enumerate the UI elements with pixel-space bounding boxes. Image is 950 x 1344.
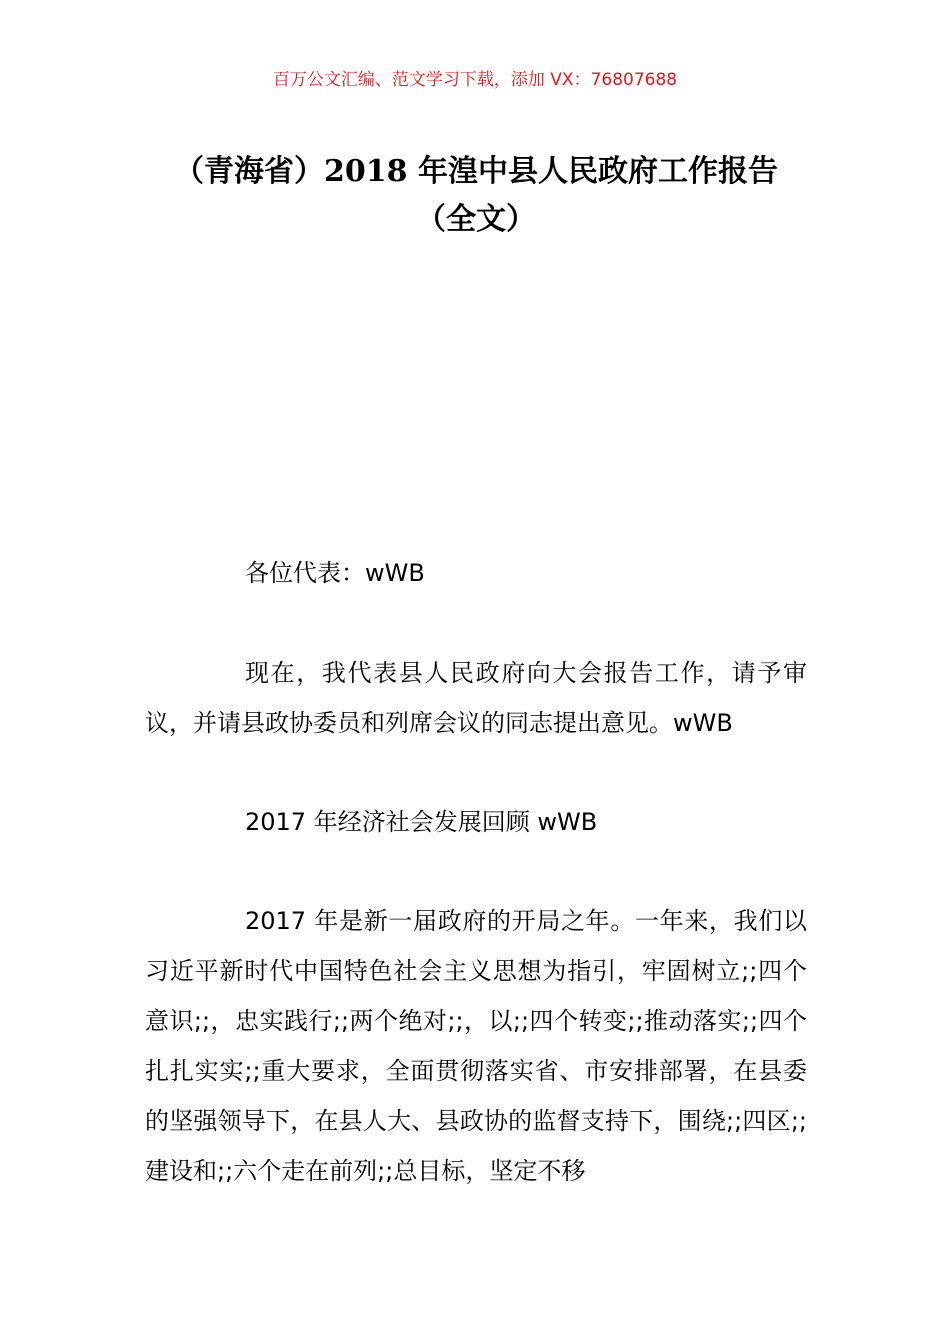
paragraph: 2017 年是新一届政府的开局之年。一年来，我们以习近平新时代中国特色社会主义思想为指引，牢固树立;;四个意识;;，忠实践行;;两个绝对;;，以;;四个转变;;推动落实;;四个扎扎实实;;重大要求，全面贯彻落实省、市安排部署，在县委的坚强领导下，在县人大、县政协的监督支持下，围绕;;四区;;建设和;;六个走在前列;;总目标，坚定不移	[145, 907, 807, 1185]
document-title: （青海省）2018 年湟中县人民政府工作报告（全文）	[174, 154, 778, 237]
header-watermark-note: 百万公文汇编、范文学习下载，添加 VX：76807688	[272, 70, 678, 90]
section-heading-review	[145, 797, 807, 847]
paragraph: 现在，我代表县人民政府向大会报告工作，请予审议，并请县政协委员和列席会议的同志提出意见。wWB	[145, 659, 807, 737]
paragraph-salutation	[145, 548, 807, 598]
paragraph-intro	[145, 648, 807, 748]
section-heading: 2017 年经济社会发展回顾 wWB	[245, 808, 598, 836]
paragraph: 各位代表：wWB	[245, 559, 425, 587]
paragraph-review-body	[145, 896, 807, 1196]
